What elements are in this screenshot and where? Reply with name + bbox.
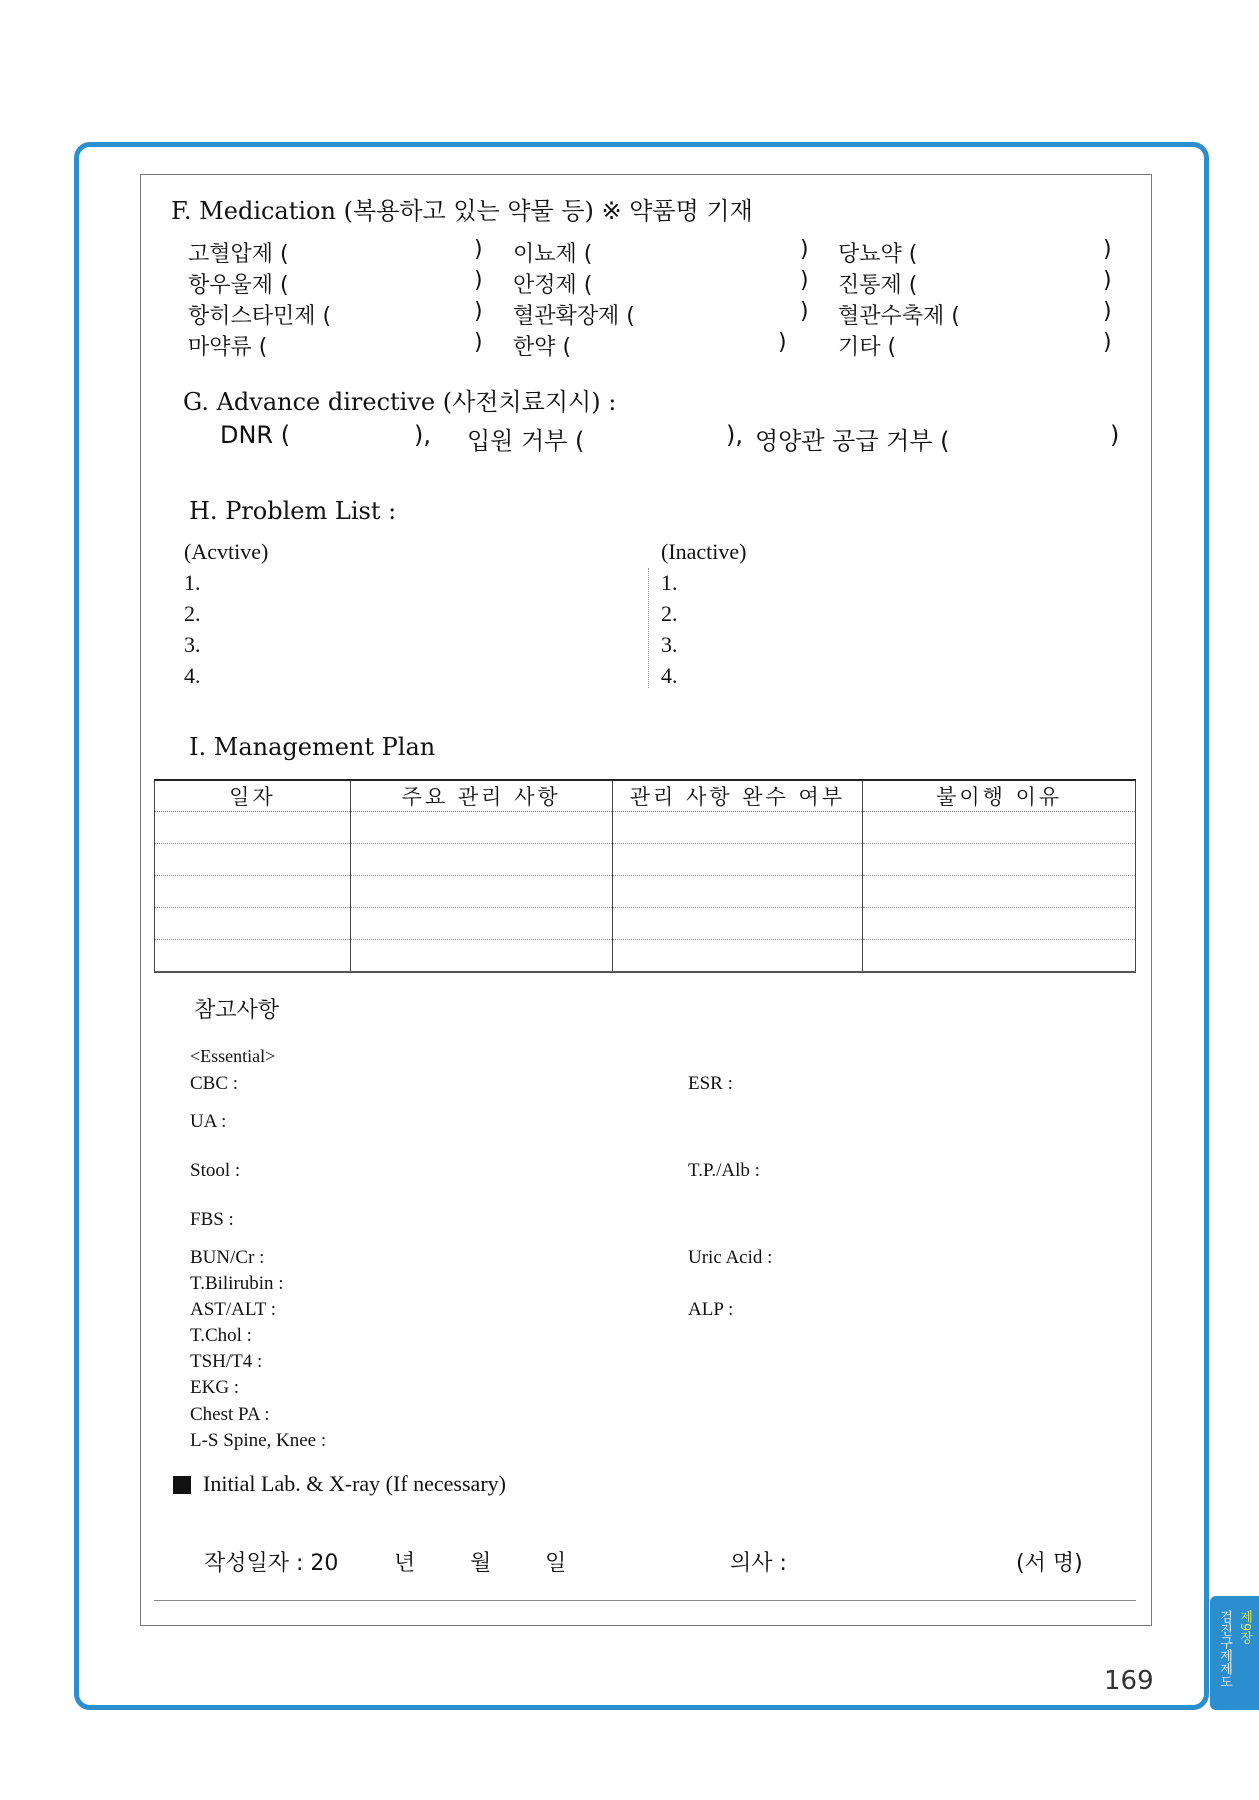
active-item: 3. xyxy=(184,632,201,657)
active-item: 2. xyxy=(184,601,201,626)
header-date: 일자 xyxy=(155,780,351,812)
lab-tp-alb: T.P./Alb : xyxy=(688,1160,760,1181)
med-close: ) xyxy=(1103,237,1112,262)
inactive-item: 2. xyxy=(661,601,678,626)
table-header-row xyxy=(155,780,1136,812)
table-cell[interactable] xyxy=(612,812,863,844)
active-item: 1. xyxy=(184,570,201,595)
med-close: ) xyxy=(800,299,809,324)
active-label: (Acvtive) xyxy=(184,539,269,564)
table-cell[interactable] xyxy=(155,812,351,844)
header-main-items: 주요 관리 사항 xyxy=(350,780,612,812)
header-completion: 관리 사항 완수 여부 xyxy=(612,780,863,812)
table-cell[interactable] xyxy=(350,844,612,876)
bullet-square-icon xyxy=(173,1476,191,1494)
lab-alp: ALP : xyxy=(688,1299,734,1320)
signature-divider xyxy=(154,1600,1136,1601)
tube-refusal-label: 영양관 공급 거부 ( xyxy=(755,427,950,455)
table-cell[interactable] xyxy=(350,940,612,973)
section-g-title: G. Advance directive (사전치료지시) : xyxy=(183,388,617,416)
problem-divider xyxy=(648,568,649,688)
med-label: 한약 ( xyxy=(513,335,572,360)
chapter-number: 제9장 xyxy=(1237,1610,1252,1645)
med-label: 혈관수축제 ( xyxy=(838,304,960,329)
inactive-item: 1. xyxy=(661,570,678,595)
section-f-title: F. Medication (복용하고 있는 약물 등) ※ 약품명 기재 xyxy=(171,197,753,225)
med-close: ) xyxy=(474,237,483,262)
med-label: 항히스타민제 ( xyxy=(188,304,332,329)
lab-stool: Stool : xyxy=(190,1160,241,1181)
med-label: 고혈압제 ( xyxy=(188,242,289,267)
table-cell[interactable] xyxy=(155,844,351,876)
day-label: 일 xyxy=(545,1551,567,1576)
med-close: ) xyxy=(474,299,483,324)
dnr-label: DNR ( xyxy=(220,421,291,449)
admission-refusal-label: 입원 거부 ( xyxy=(467,427,585,455)
med-close: ) xyxy=(800,268,809,293)
table-cell[interactable] xyxy=(612,908,863,940)
table-row xyxy=(155,940,1136,973)
management-plan-table xyxy=(154,779,1136,973)
table-cell[interactable] xyxy=(863,940,1136,973)
table-cell[interactable] xyxy=(863,812,1136,844)
med-close: ) xyxy=(474,330,483,355)
med-label: 이뇨제 ( xyxy=(513,242,593,267)
table-cell[interactable] xyxy=(863,876,1136,908)
table-cell[interactable] xyxy=(350,908,612,940)
date-label: 작성일자 : 20 xyxy=(204,1551,339,1576)
lab-ekg: EKG : xyxy=(190,1377,240,1398)
section-h-title: H. Problem List : xyxy=(189,497,397,525)
med-label: 혈관확장제 ( xyxy=(513,304,635,329)
lab-bun-cr: BUN/Cr : xyxy=(190,1247,265,1268)
table-row xyxy=(155,812,1136,844)
lab-t-bilirubin: T.Bilirubin : xyxy=(190,1273,284,1294)
admission-close: ), xyxy=(726,421,743,449)
table-cell[interactable] xyxy=(155,940,351,973)
table-cell[interactable] xyxy=(612,940,863,973)
med-label: 진통제 ( xyxy=(838,273,918,298)
inactive-label: (Inactive) xyxy=(661,539,747,564)
lab-ua: UA : xyxy=(190,1111,227,1132)
chapter-title: 검진구제제도 xyxy=(1217,1610,1232,1688)
doctor-label: 의사 : xyxy=(730,1551,787,1576)
lab-cbc: CBC : xyxy=(190,1073,239,1094)
table-cell[interactable] xyxy=(155,876,351,908)
table-cell[interactable] xyxy=(155,908,351,940)
year-label: 년 xyxy=(394,1551,416,1576)
essential-label: <Essential> xyxy=(190,1046,276,1066)
notes-title: 참고사항 xyxy=(194,998,280,1023)
table-cell[interactable] xyxy=(612,876,863,908)
med-close: ) xyxy=(1103,299,1112,324)
table-row xyxy=(155,908,1136,940)
table-cell[interactable] xyxy=(863,908,1136,940)
table-cell[interactable] xyxy=(863,844,1136,876)
med-close: ) xyxy=(1103,268,1112,293)
inactive-item: 3. xyxy=(661,632,678,657)
med-label: 안정제 ( xyxy=(513,273,593,298)
inactive-item: 4. xyxy=(661,663,678,688)
tube-close: ) xyxy=(1110,421,1120,449)
month-label: 월 xyxy=(470,1551,492,1576)
table-cell[interactable] xyxy=(612,844,863,876)
med-label: 기타 ( xyxy=(838,335,897,360)
active-item: 4. xyxy=(184,663,201,688)
med-label: 당뇨약 ( xyxy=(838,242,918,267)
dnr-close: ), xyxy=(414,421,431,449)
lab-chest-pa: Chest PA : xyxy=(190,1404,270,1425)
lab-fbs: FBS : xyxy=(190,1209,234,1230)
chapter-tab-text xyxy=(1214,1610,1254,1688)
initial-lab-label: Initial Lab. & X-ray (If necessary) xyxy=(203,1471,506,1496)
table-cell[interactable] xyxy=(350,876,612,908)
lab-ast-alt: AST/ALT : xyxy=(190,1299,277,1320)
med-label: 항우울제 ( xyxy=(188,273,289,298)
lab-ls-spine-knee: L-S Spine, Knee : xyxy=(190,1430,327,1451)
page-number: 169 xyxy=(1104,1666,1154,1696)
med-close: ) xyxy=(1103,330,1112,355)
section-i-title: I. Management Plan xyxy=(189,733,436,761)
signature-label: (서 명) xyxy=(1016,1551,1083,1576)
lab-esr: ESR : xyxy=(688,1073,733,1094)
table-row xyxy=(155,844,1136,876)
med-label: 마약류 ( xyxy=(188,335,268,360)
med-close: ) xyxy=(778,330,787,355)
lab-uric-acid: Uric Acid : xyxy=(688,1247,773,1268)
header-noncompliance-reason: 불이행 이유 xyxy=(863,780,1136,812)
lab-t-chol: T.Chol : xyxy=(190,1325,252,1346)
table-row xyxy=(155,876,1136,908)
med-close: ) xyxy=(800,237,809,262)
med-close: ) xyxy=(474,268,483,293)
lab-tsh-t4: TSH/T4 : xyxy=(190,1351,263,1372)
table-cell[interactable] xyxy=(350,812,612,844)
